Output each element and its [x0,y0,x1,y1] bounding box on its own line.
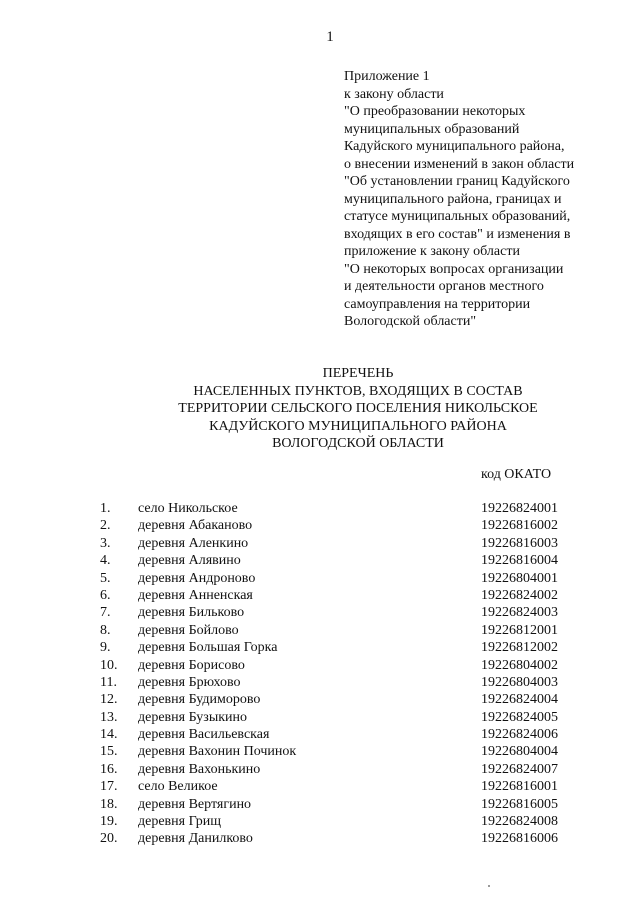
okato-code: 19226804001 [481,570,558,586]
settlement-row [0,604,640,621]
settlement-name: деревня Бойлово [138,622,239,638]
settlement-name: деревня Вертягино [138,796,252,812]
okato-code: 19226824006 [481,727,558,743]
scan-speck [488,885,490,887]
appendix-line: "О некоторых вопросах организации [344,261,564,277]
row-number: 6. [100,587,111,603]
row-number: 10. [100,657,118,673]
settlement-row [0,500,640,517]
settlement-name: деревня Брюхово [138,674,241,690]
settlement-name: село Великое [138,779,218,795]
settlement-row [0,622,640,639]
settlement-row [0,830,640,847]
settlement-name: деревня Алявино [138,553,241,569]
okato-code: 19226824003 [481,605,558,621]
title-line: КАДУЙСКОГО МУНИЦИПАЛЬНОГО РАЙОНА [209,418,507,434]
settlement-row [0,674,640,691]
title-line: ТЕРРИТОРИИ СЕЛЬСКОГО ПОСЕЛЕНИЯ НИКОЛЬСКОЕ [178,401,538,416]
appendix-line: входящих в его состав" и изменения в [344,226,571,242]
settlement-name: деревня Борисово [138,657,245,673]
okato-code: 19226824001 [481,501,558,516]
row-number: 9. [100,640,111,656]
okato-code: 19226816003 [481,535,558,551]
okato-code: 19226804004 [481,744,558,760]
okato-code-header: код ОКАТО [481,467,552,482]
appendix-line: муниципального района, границах и [344,191,562,207]
okato-code: 19226804002 [481,657,558,673]
row-number: 17. [100,779,118,795]
appendix-line: Вологодской области" [344,314,477,329]
appendix-reference [344,68,629,331]
title-line: ПЕРЕЧЕНЬ [322,366,394,381]
settlement-name: деревня Большая Горка [138,640,278,656]
row-number: 19. [100,814,118,830]
okato-code: 19226824005 [481,709,558,725]
row-number: 12. [100,692,118,708]
row-number: 5. [100,570,111,586]
okato-code: 19226824007 [481,761,558,777]
appendix-line: Кадуйского муниципального района, [344,139,565,154]
settlement-row [0,743,640,760]
appendix-line: приложение к закону области [344,244,520,259]
title-line: НАСЕЛЕННЫХ ПУНКТОВ, ВХОДЯЩИХ В СОСТАВ [193,383,523,399]
settlement-row [0,691,640,708]
document-title [0,365,640,453]
row-number: 2. [100,518,111,534]
settlement-name: деревня Бильково [138,605,245,621]
row-number: 3. [100,535,111,551]
okato-code: 19226824008 [481,814,558,830]
row-number: 15. [100,744,118,760]
settlement-list [0,500,640,848]
settlement-row [0,639,640,656]
settlement-row [0,726,640,743]
appendix-line: "О преобразовании некоторых [344,104,526,119]
row-number: 1. [100,501,111,516]
okato-code: 19226816004 [481,553,558,569]
settlement-row [0,552,640,569]
settlement-row [0,570,640,587]
okato-code: 19226812001 [481,622,558,638]
row-number: 8. [100,622,111,638]
settlement-row [0,517,640,534]
settlement-name: деревня Грищ [138,814,222,830]
row-number: 18. [100,796,118,812]
row-number: 14. [100,727,118,743]
okato-code: 19226816002 [481,518,558,534]
appendix-line: о внесении изменений в закон области [344,156,575,172]
settlement-name: село Никольское [138,501,238,516]
row-number: 11. [100,674,117,690]
appendix-line: муниципальных образований [344,121,520,137]
settlement-row [0,778,640,795]
okato-code: 19226804003 [481,674,558,690]
settlement-name: деревня Данилково [138,831,253,847]
settlement-name: деревня Будиморово [138,692,261,708]
row-number: 4. [100,553,111,569]
row-number: 20. [100,831,118,847]
settlement-name: деревня Вахонин Починок [138,744,297,760]
okato-code: 19226812002 [481,640,558,656]
settlement-name: деревня Андроново [138,570,256,586]
settlement-name: деревня Вахонькино [138,761,261,777]
title-line: ВОЛОГОДСКОЙ ОБЛАСТИ [272,436,444,451]
settlement-row [0,587,640,604]
row-number: 13. [100,709,118,725]
settlement-row [0,796,640,813]
settlement-name: деревня Аленкино [138,535,249,551]
settlement-name: деревня Васильевская [138,727,270,743]
settlement-row [0,535,640,552]
settlement-name: деревня Анненская [138,587,253,603]
appendix-line: "Об установлении границ Кадуйского [344,174,570,189]
settlement-row [0,657,640,674]
okato-code: 19226816006 [481,831,558,847]
page-number: 1 [326,29,334,45]
appendix-line: самоуправления на территории [344,296,531,312]
appendix-line: статусе муниципальных образований, [344,209,571,224]
row-number: 16. [100,761,118,777]
appendix-line: к закону области [344,86,444,102]
settlement-name: деревня Бузыкино [138,709,248,725]
appendix-line: и деятельности органов местного [344,279,544,294]
settlement-row [0,761,640,778]
okato-code: 19226824002 [481,587,558,603]
settlement-row [0,813,640,830]
okato-code: 19226816001 [481,779,558,795]
settlement-row [0,709,640,726]
appendix-line: Приложение 1 [344,69,430,84]
okato-code: 19226816005 [481,796,558,812]
row-number: 7. [100,605,111,621]
settlement-name: деревня Абаканово [138,518,253,534]
okato-code: 19226824004 [481,692,558,708]
